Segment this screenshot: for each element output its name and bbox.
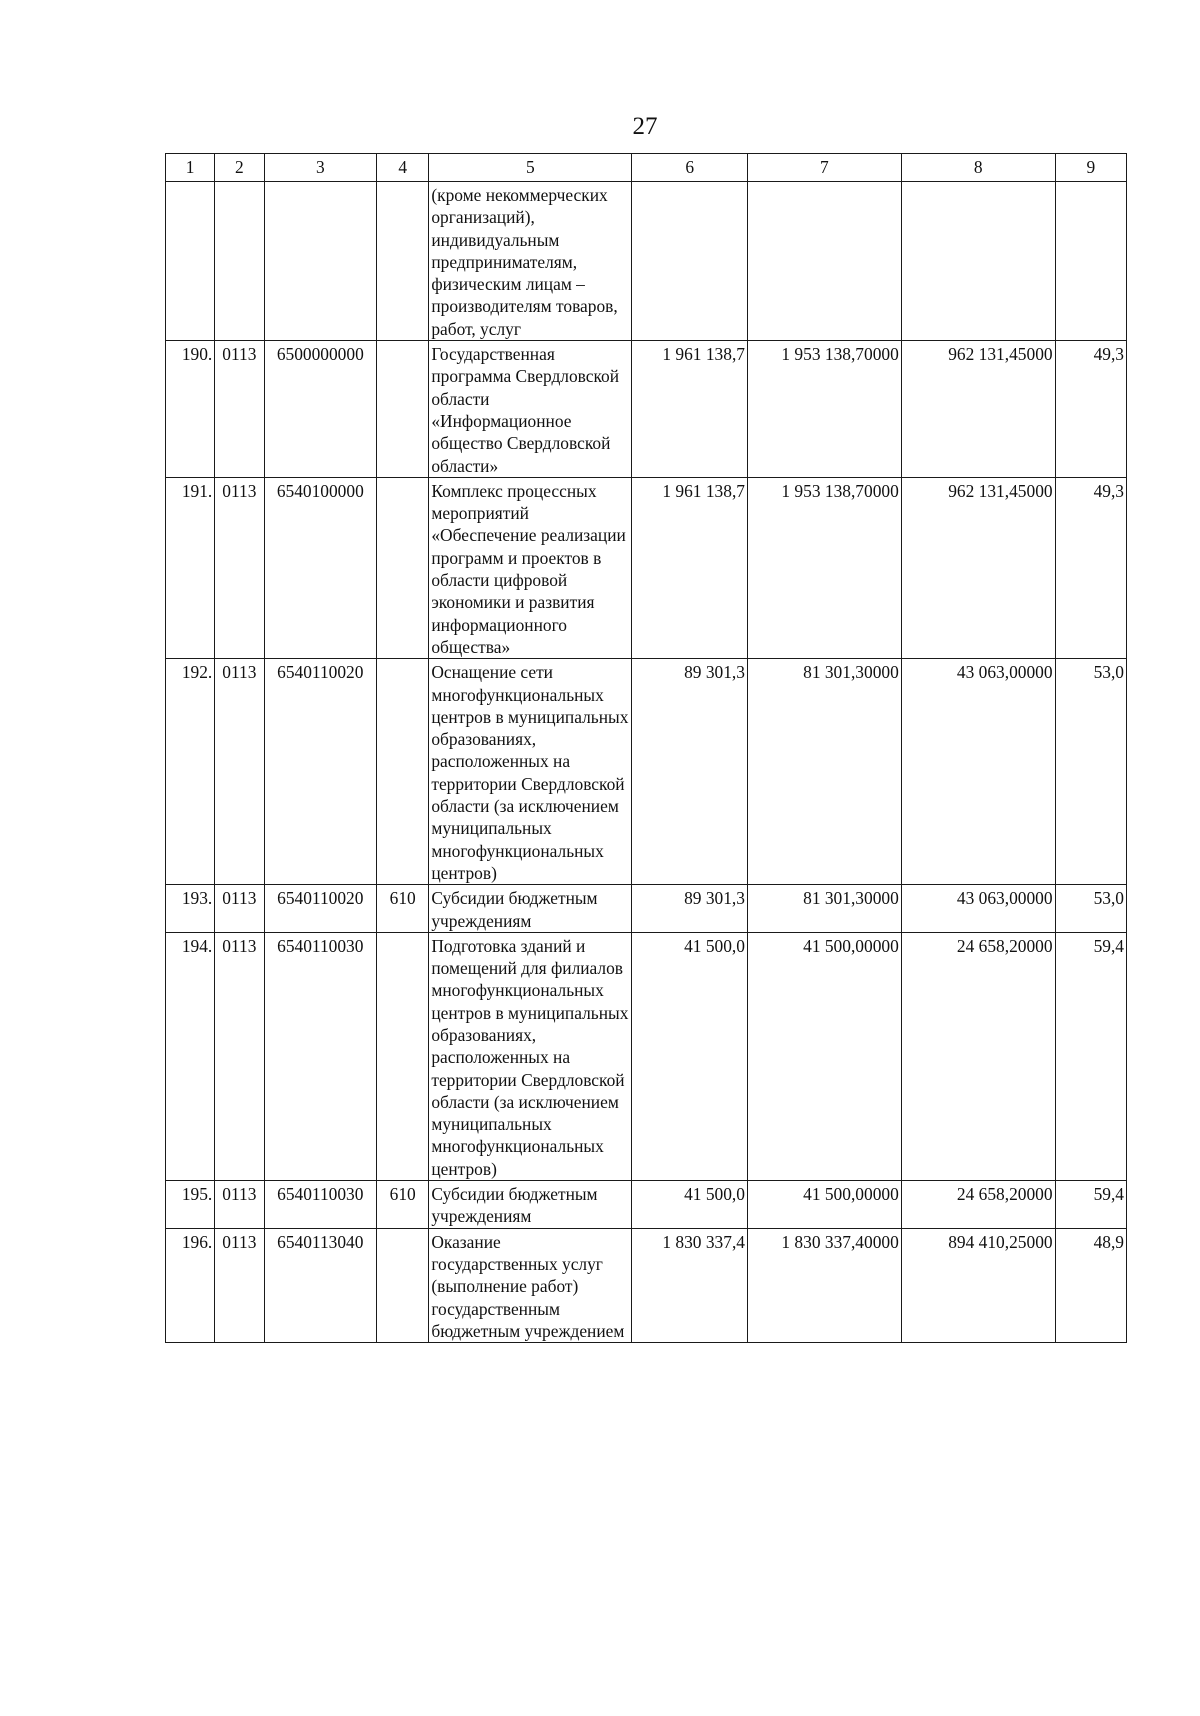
approved-amount-cell-text: 81 301,30000 <box>803 888 899 909</box>
header-row <box>166 154 1127 182</box>
section-code-cell-text: 0113 <box>222 662 257 683</box>
execution-percent-cell-text: 49,3 <box>1093 480 1124 501</box>
executed-amount-cell <box>901 659 1055 885</box>
section-code-cell <box>215 885 264 933</box>
executed-amount-cell-text: 43 063,00000 <box>956 662 1053 683</box>
item-name-cell <box>429 1228 632 1342</box>
section-code-cell <box>215 1181 264 1229</box>
approved-amount-cell-text <box>750 182 899 184</box>
executed-amount-cell <box>901 932 1055 1180</box>
section-code-cell <box>215 182 264 341</box>
execution-percent-cell <box>1055 932 1126 1180</box>
execution-percent-cell-text <box>1058 182 1124 184</box>
table-header <box>166 154 1127 182</box>
row-number-cell <box>166 885 215 933</box>
target-code-cell <box>264 1228 377 1342</box>
target-code-cell <box>264 1181 377 1229</box>
item-name-cell <box>429 932 632 1180</box>
expense-type-cell <box>377 659 429 885</box>
item-name-cell-text: Оказание государственных услуг (выполнение работ) государственным бюджетным учреждением <box>431 1231 625 1341</box>
row-number-cell-text: 195. <box>181 1184 213 1205</box>
section-code-cell <box>215 341 264 478</box>
target-code-cell-text <box>267 182 375 184</box>
execution-percent-cell <box>1055 885 1126 933</box>
table-row <box>166 341 1127 478</box>
row-number-cell <box>166 477 215 658</box>
expense-type-cell-text <box>379 933 426 935</box>
target-code-cell <box>264 182 377 341</box>
planned-amount-cell <box>632 932 748 1180</box>
row-number-cell <box>166 1181 215 1229</box>
section-code-cell <box>215 1228 264 1342</box>
target-code-cell <box>264 932 377 1180</box>
expense-type-cell-text: 610 <box>389 888 416 909</box>
approved-amount-cell-text: 41 500,00000 <box>803 1184 899 1205</box>
execution-percent-cell <box>1055 182 1126 341</box>
planned-amount-cell-text: 89 301,3 <box>684 888 745 909</box>
planned-amount-cell-text: 41 500,0 <box>684 935 745 956</box>
section-code-cell-text: 0113 <box>222 344 257 365</box>
expense-type-cell-text <box>379 1229 426 1231</box>
column-header: 1 <box>166 154 215 182</box>
section-code-cell-text: 0113 <box>222 480 257 501</box>
section-code-cell-text: 0113 <box>222 1184 257 1205</box>
executed-amount-cell-text: 894 410,25000 <box>948 1231 1053 1252</box>
planned-amount-cell <box>632 477 748 658</box>
target-code-cell-text: 6540110020 <box>277 888 364 909</box>
row-number-cell <box>166 932 215 1180</box>
target-code-cell <box>264 659 377 885</box>
expense-type-cell <box>377 885 429 933</box>
section-code-cell <box>215 477 264 658</box>
executed-amount-cell-text: 24 658,20000 <box>956 935 1053 956</box>
target-code-cell-text: 6500000000 <box>276 344 364 365</box>
item-name-cell-text: Комплекс процессных мероприятий «Обеспечение реализации программ и проектов в области цифровой экономики и развития информационного общества» <box>431 480 626 657</box>
row-number-cell-text: 192. <box>181 662 213 683</box>
table-row <box>166 885 1127 933</box>
execution-percent-cell <box>1055 1181 1126 1229</box>
column-header: 7 <box>747 154 901 182</box>
table-row <box>166 477 1127 658</box>
item-name-cell <box>429 659 632 885</box>
row-number-cell <box>166 182 215 341</box>
column-header: 9 <box>1055 154 1126 182</box>
planned-amount-cell-text: 1 830 337,4 <box>662 1231 745 1252</box>
table-row <box>166 1228 1127 1342</box>
item-name-cell <box>429 1181 632 1229</box>
column-header: 2 <box>215 154 264 182</box>
expense-type-cell <box>377 932 429 1180</box>
section-code-cell <box>215 932 264 1180</box>
expense-type-cell-text <box>379 182 426 184</box>
execution-percent-cell <box>1055 477 1126 658</box>
item-name-cell-text: Подготовка зданий и помещений для филиалов многофункциональных центров в муниципальных образованиях, расположенных на территории Свердловской области (за исключением муниципальных многофункциональных центров) <box>431 935 629 1179</box>
approved-amount-cell <box>747 659 901 885</box>
section-code-cell <box>215 659 264 885</box>
item-name-cell <box>429 477 632 658</box>
approved-amount-cell <box>747 182 901 341</box>
expense-type-cell <box>377 1228 429 1342</box>
expense-type-cell <box>377 477 429 658</box>
executed-amount-cell <box>901 341 1055 478</box>
column-header: 5 <box>429 154 632 182</box>
row-number-cell <box>166 1228 215 1342</box>
executed-amount-cell-text: 962 131,45000 <box>948 344 1053 365</box>
execution-percent-cell <box>1055 659 1126 885</box>
expense-type-cell-text <box>379 341 426 343</box>
planned-amount-cell <box>632 1181 748 1229</box>
execution-percent-cell-text: 53,0 <box>1093 662 1124 683</box>
planned-amount-cell <box>632 341 748 478</box>
approved-amount-cell <box>747 1228 901 1342</box>
planned-amount-cell-text <box>634 182 745 184</box>
target-code-cell-text: 6540110030 <box>277 935 364 956</box>
approved-amount-cell-text: 41 500,00000 <box>803 935 899 956</box>
table-row <box>166 659 1127 885</box>
table-row <box>166 1181 1127 1229</box>
expense-type-cell <box>377 1181 429 1229</box>
target-code-cell <box>264 341 377 478</box>
executed-amount-cell <box>901 182 1055 341</box>
column-header: 4 <box>377 154 429 182</box>
target-code-cell-text: 6540113040 <box>277 1231 364 1252</box>
execution-percent-cell-text: 59,4 <box>1093 935 1124 956</box>
execution-percent-cell <box>1055 341 1126 478</box>
executed-amount-cell <box>901 1181 1055 1229</box>
executed-amount-cell <box>901 1228 1055 1342</box>
target-code-cell-text: 6540110020 <box>277 662 364 683</box>
row-number-cell-text <box>168 182 212 184</box>
section-code-cell-text: 0113 <box>222 888 257 909</box>
table-row <box>166 932 1127 1180</box>
row-number-cell-text: 194. <box>181 935 213 956</box>
row-number-cell-text: 193. <box>181 888 213 909</box>
expense-type-cell <box>377 341 429 478</box>
expense-type-cell-text: 610 <box>389 1184 416 1205</box>
planned-amount-cell <box>632 1228 748 1342</box>
target-code-cell-text: 6540110030 <box>277 1184 364 1205</box>
execution-percent-cell <box>1055 1228 1126 1342</box>
executed-amount-cell <box>901 885 1055 933</box>
executed-amount-cell-text: 962 131,45000 <box>948 480 1053 501</box>
execution-percent-cell-text: 59,4 <box>1093 1184 1124 1205</box>
planned-amount-cell <box>632 659 748 885</box>
item-name-cell-text: Государственная программа Свердловской области «Информационное общество Свердловской области» <box>431 344 620 476</box>
approved-amount-cell <box>747 341 901 478</box>
table-body <box>166 182 1127 1343</box>
target-code-cell <box>264 477 377 658</box>
planned-amount-cell-text: 89 301,3 <box>684 662 745 683</box>
planned-amount-cell-text: 1 961 138,7 <box>662 480 745 501</box>
approved-amount-cell <box>747 1181 901 1229</box>
execution-percent-cell-text: 48,9 <box>1093 1231 1124 1252</box>
row-number-cell <box>166 659 215 885</box>
planned-amount-cell-text: 41 500,0 <box>684 1184 745 1205</box>
item-name-cell-text: Субсидии бюджетным учреждениям <box>431 1184 598 1227</box>
column-header: 6 <box>632 154 748 182</box>
approved-amount-cell-text: 1 953 138,70000 <box>781 480 899 501</box>
planned-amount-cell <box>632 182 748 341</box>
planned-amount-cell <box>632 885 748 933</box>
execution-percent-cell-text: 49,3 <box>1093 344 1124 365</box>
approved-amount-cell <box>747 885 901 933</box>
executed-amount-cell-text <box>904 182 1053 184</box>
approved-amount-cell-text: 1 953 138,70000 <box>781 344 899 365</box>
row-number-cell-text: 196. <box>181 1231 213 1252</box>
column-header: 8 <box>901 154 1055 182</box>
approved-amount-cell <box>747 477 901 658</box>
executed-amount-cell-text: 43 063,00000 <box>956 888 1053 909</box>
page-number: 27 <box>632 113 658 140</box>
approved-amount-cell <box>747 932 901 1180</box>
column-header: 3 <box>264 154 377 182</box>
expense-type-cell <box>377 182 429 341</box>
item-name-cell <box>429 885 632 933</box>
item-name-cell <box>429 182 632 341</box>
planned-amount-cell-text: 1 961 138,7 <box>662 344 745 365</box>
executed-amount-cell <box>901 477 1055 658</box>
executed-amount-cell-text: 24 658,20000 <box>956 1184 1053 1205</box>
section-code-cell-text: 0113 <box>222 1231 257 1252</box>
row-number-cell-text: 191. <box>181 480 213 501</box>
item-name-cell-text: Субсидии бюджетным учреждениям <box>431 888 598 931</box>
expense-type-cell-text <box>379 478 426 480</box>
target-code-cell-text: 6540100000 <box>276 480 364 501</box>
approved-amount-cell-text: 1 830 337,40000 <box>781 1231 899 1252</box>
approved-amount-cell-text: 81 301,30000 <box>803 662 899 683</box>
section-code-cell-text: 0113 <box>222 935 257 956</box>
section-code-cell-text <box>217 182 261 184</box>
budget-table <box>165 153 1127 1343</box>
row-number-cell-text: 190. <box>181 344 213 365</box>
item-name-cell-text: (кроме некоммерческих организаций), индивидуальным предпринимателям, физическим лицам – производителям товаров, работ, услуг <box>431 185 618 339</box>
execution-percent-cell-text: 53,0 <box>1093 888 1124 909</box>
item-name-cell-text: Оснащение сети многофункциональных центров в муниципальных образованиях, расположенных на территории Свердловской области (за исключением муниципальных многофункциональных центров) <box>431 662 629 883</box>
target-code-cell <box>264 885 377 933</box>
row-number-cell <box>166 341 215 478</box>
table-row <box>166 182 1127 341</box>
expense-type-cell-text <box>379 659 426 661</box>
item-name-cell <box>429 341 632 478</box>
